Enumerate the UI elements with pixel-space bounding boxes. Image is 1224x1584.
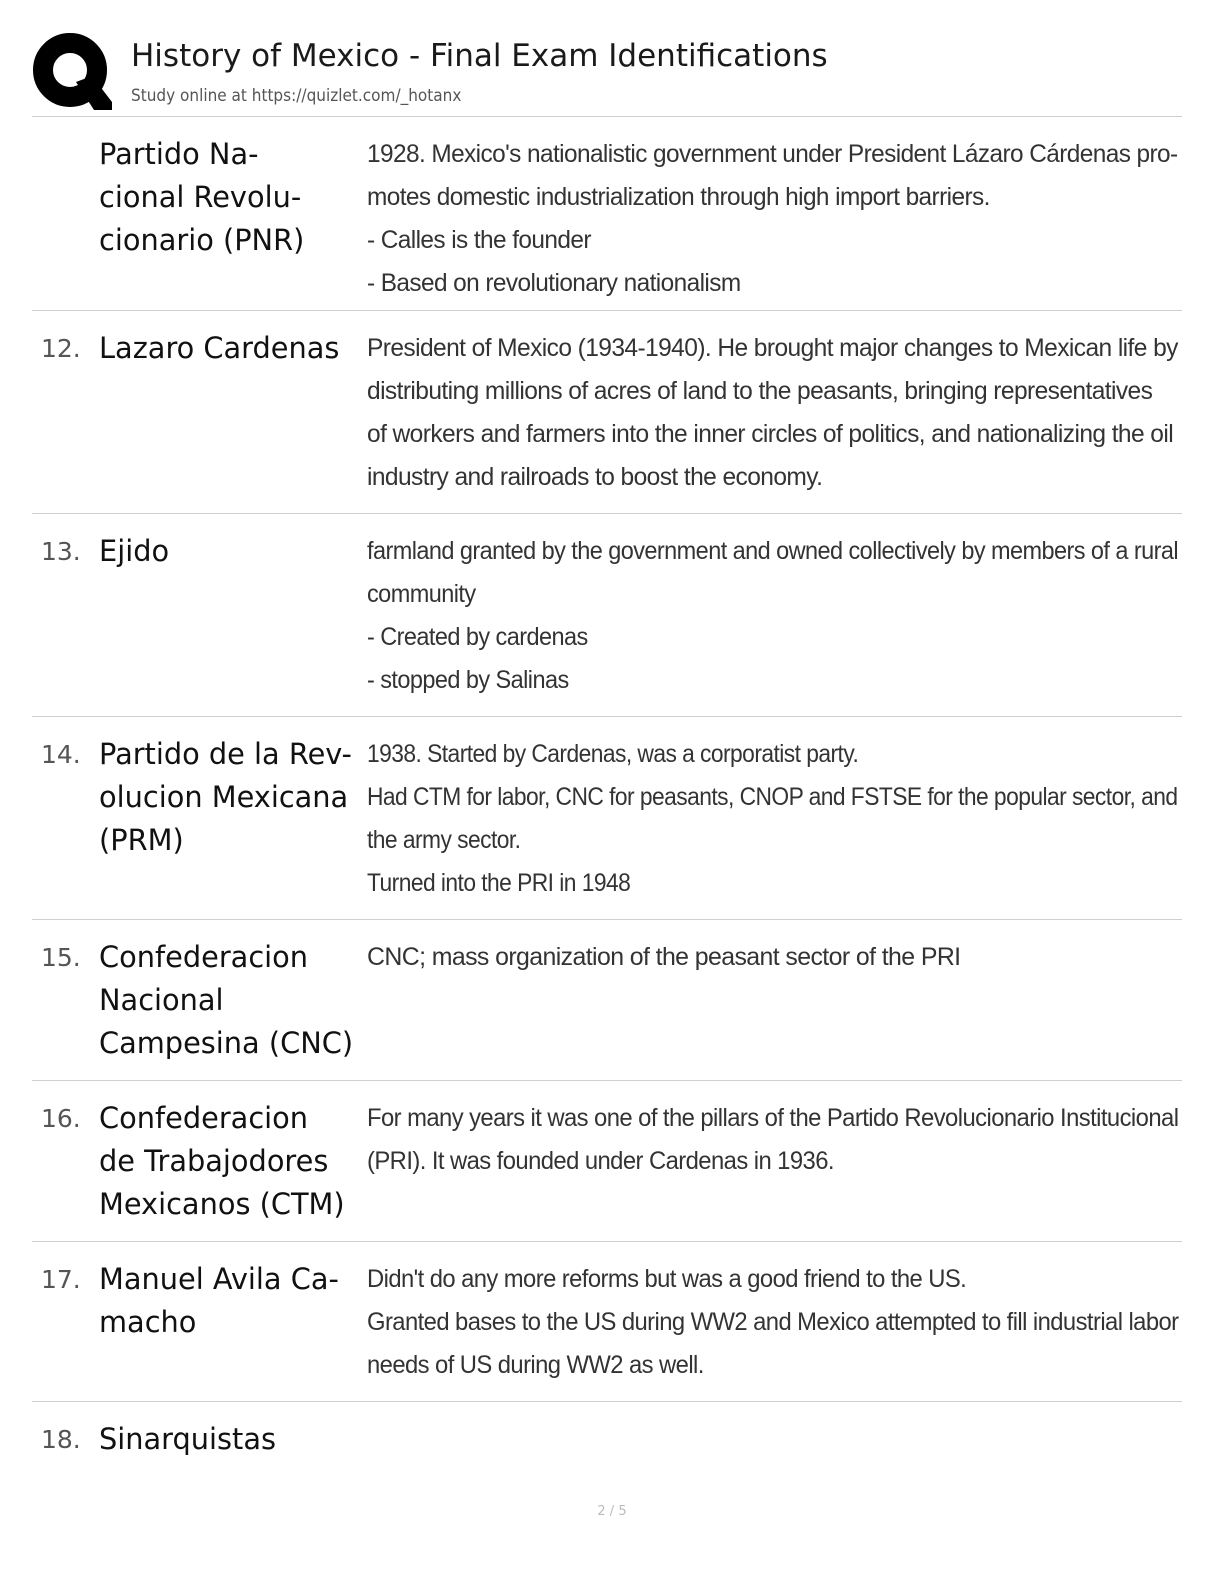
- card-definition-line: of workers and farmers into the inner circles of politics, and nationalizing the oil: [367, 420, 1174, 448]
- card-definition-line: distributing millions of acres of land to the peasants, bringing representatives: [367, 377, 1153, 405]
- card-term: [99, 117, 367, 310]
- card-term-line: Ejido: [99, 534, 170, 568]
- card-definition-line: President of Mexico (1934-1940). He brought major changes to Mexican life by: [367, 334, 1178, 362]
- flashcard-row: [32, 716, 1182, 919]
- card-definition-line: - Calles is the founder: [367, 226, 591, 254]
- card-definition-line: motes domestic industrialization through high import barriers.: [367, 183, 990, 211]
- card-number: 15.: [41, 943, 81, 972]
- quizlet-q-logo-icon: [32, 32, 112, 112]
- flashcard-row: [32, 116, 1182, 310]
- card-term-line: Sinarquistas: [99, 1422, 276, 1456]
- card-definition: [367, 514, 1224, 716]
- card-term-line: macho: [99, 1305, 197, 1339]
- card-term-line: Partido de la Rev-: [99, 737, 352, 771]
- flashcard-list: [32, 116, 1182, 1511]
- card-term-line: Lazaro Cardenas: [99, 331, 340, 365]
- page-subtitle: Study online at https://quizlet.com/_hotanx: [131, 86, 462, 106]
- card-term-line: Confederacion: [99, 940, 309, 974]
- card-definition-line: CNC; mass organization of the peasant sector of the PRI: [367, 943, 961, 971]
- card-definition-line: Didn't do any more reforms but was a good friend to the US.: [367, 1265, 967, 1293]
- card-term-line: cionario (PNR): [99, 223, 305, 257]
- card-number: 18.: [41, 1425, 81, 1454]
- card-number: 13.: [41, 537, 81, 566]
- flashcard-row: [32, 919, 1182, 1080]
- card-definition-line: 1938. Started by Cardenas, was a corporatist party.: [367, 740, 859, 768]
- card-term: [99, 1242, 367, 1401]
- card-definition-line: For many years it was one of the pillars of the Partido Revolucionario Institucional: [367, 1104, 1179, 1132]
- card-term: [99, 1402, 367, 1511]
- flashcard-row: [32, 1080, 1182, 1241]
- card-definition: [367, 920, 1182, 1080]
- card-number: 16.: [41, 1104, 81, 1133]
- card-number: 12.: [41, 334, 81, 363]
- card-term-line: de Trabajodores: [99, 1144, 329, 1178]
- card-term: [99, 920, 367, 1080]
- page-number: 2 / 5: [597, 1504, 627, 1519]
- card-definition: [367, 1242, 1219, 1401]
- card-term-line: Nacional: [99, 983, 224, 1017]
- card-number: 14.: [41, 740, 81, 769]
- card-term-line: Mexicanos (CTM): [99, 1187, 345, 1221]
- card-definition: [367, 717, 1224, 919]
- card-number: 17.: [41, 1265, 81, 1294]
- card-definition-line: the army sector.: [367, 826, 521, 854]
- flashcard-row: [32, 1401, 1182, 1511]
- card-definition-line: farmland granted by the government and owned collectively by members of a rural: [367, 537, 1179, 565]
- card-term-line: Confederacion: [99, 1101, 309, 1135]
- card-definition-line: community: [367, 580, 476, 608]
- card-term-line: Campesina (CNC): [99, 1026, 354, 1060]
- card-term-line: (PRM): [99, 823, 184, 857]
- card-term-line: Manuel Avila Ca-: [99, 1262, 339, 1296]
- card-term: [99, 1081, 367, 1241]
- page-header: [32, 30, 1192, 112]
- card-definition-line: Turned into the PRI in 1948: [367, 869, 631, 897]
- card-definition-line: 1928. Mexico's nationalistic government under President Lázaro Cárdenas pro-: [367, 140, 1178, 168]
- page-title: History of Mexico - Final Exam Identifications: [131, 38, 828, 74]
- flashcard-row: [32, 310, 1182, 513]
- card-definition: [367, 1081, 1218, 1241]
- card-definition-line: - Based on revolutionary nationalism: [367, 269, 741, 297]
- flashcard-row: [32, 1241, 1182, 1401]
- card-term-line: olucion Mexicana: [99, 780, 349, 814]
- card-definition: [367, 311, 1193, 513]
- card-definition-line: Granted bases to the US during WW2 and Mexico attempted to fill industrial labor: [367, 1308, 1179, 1336]
- card-definition-line: - stopped by Salinas: [367, 666, 569, 694]
- flashcard-row: [32, 513, 1182, 716]
- card-term-line: cional Revolu-: [99, 180, 302, 214]
- card-definition: [367, 117, 1198, 310]
- card-term: [99, 717, 367, 919]
- card-number: [32, 117, 99, 310]
- card-term: [99, 514, 367, 716]
- card-definition-line: (PRI). It was founded under Cardenas in 1936.: [367, 1147, 834, 1175]
- card-term: [99, 311, 367, 513]
- card-term-line: Partido Na-: [99, 137, 259, 171]
- card-definition-line: Had CTM for labor, CNC for peasants, CNOP and FSTSE for the popular sector, and: [367, 783, 1178, 811]
- card-definition-line: - Created by cardenas: [367, 623, 588, 651]
- card-definition-line: needs of US during WW2 as well.: [367, 1351, 704, 1379]
- card-definition: [367, 1402, 1182, 1511]
- card-definition-line: industry and railroads to boost the economy.: [367, 463, 823, 491]
